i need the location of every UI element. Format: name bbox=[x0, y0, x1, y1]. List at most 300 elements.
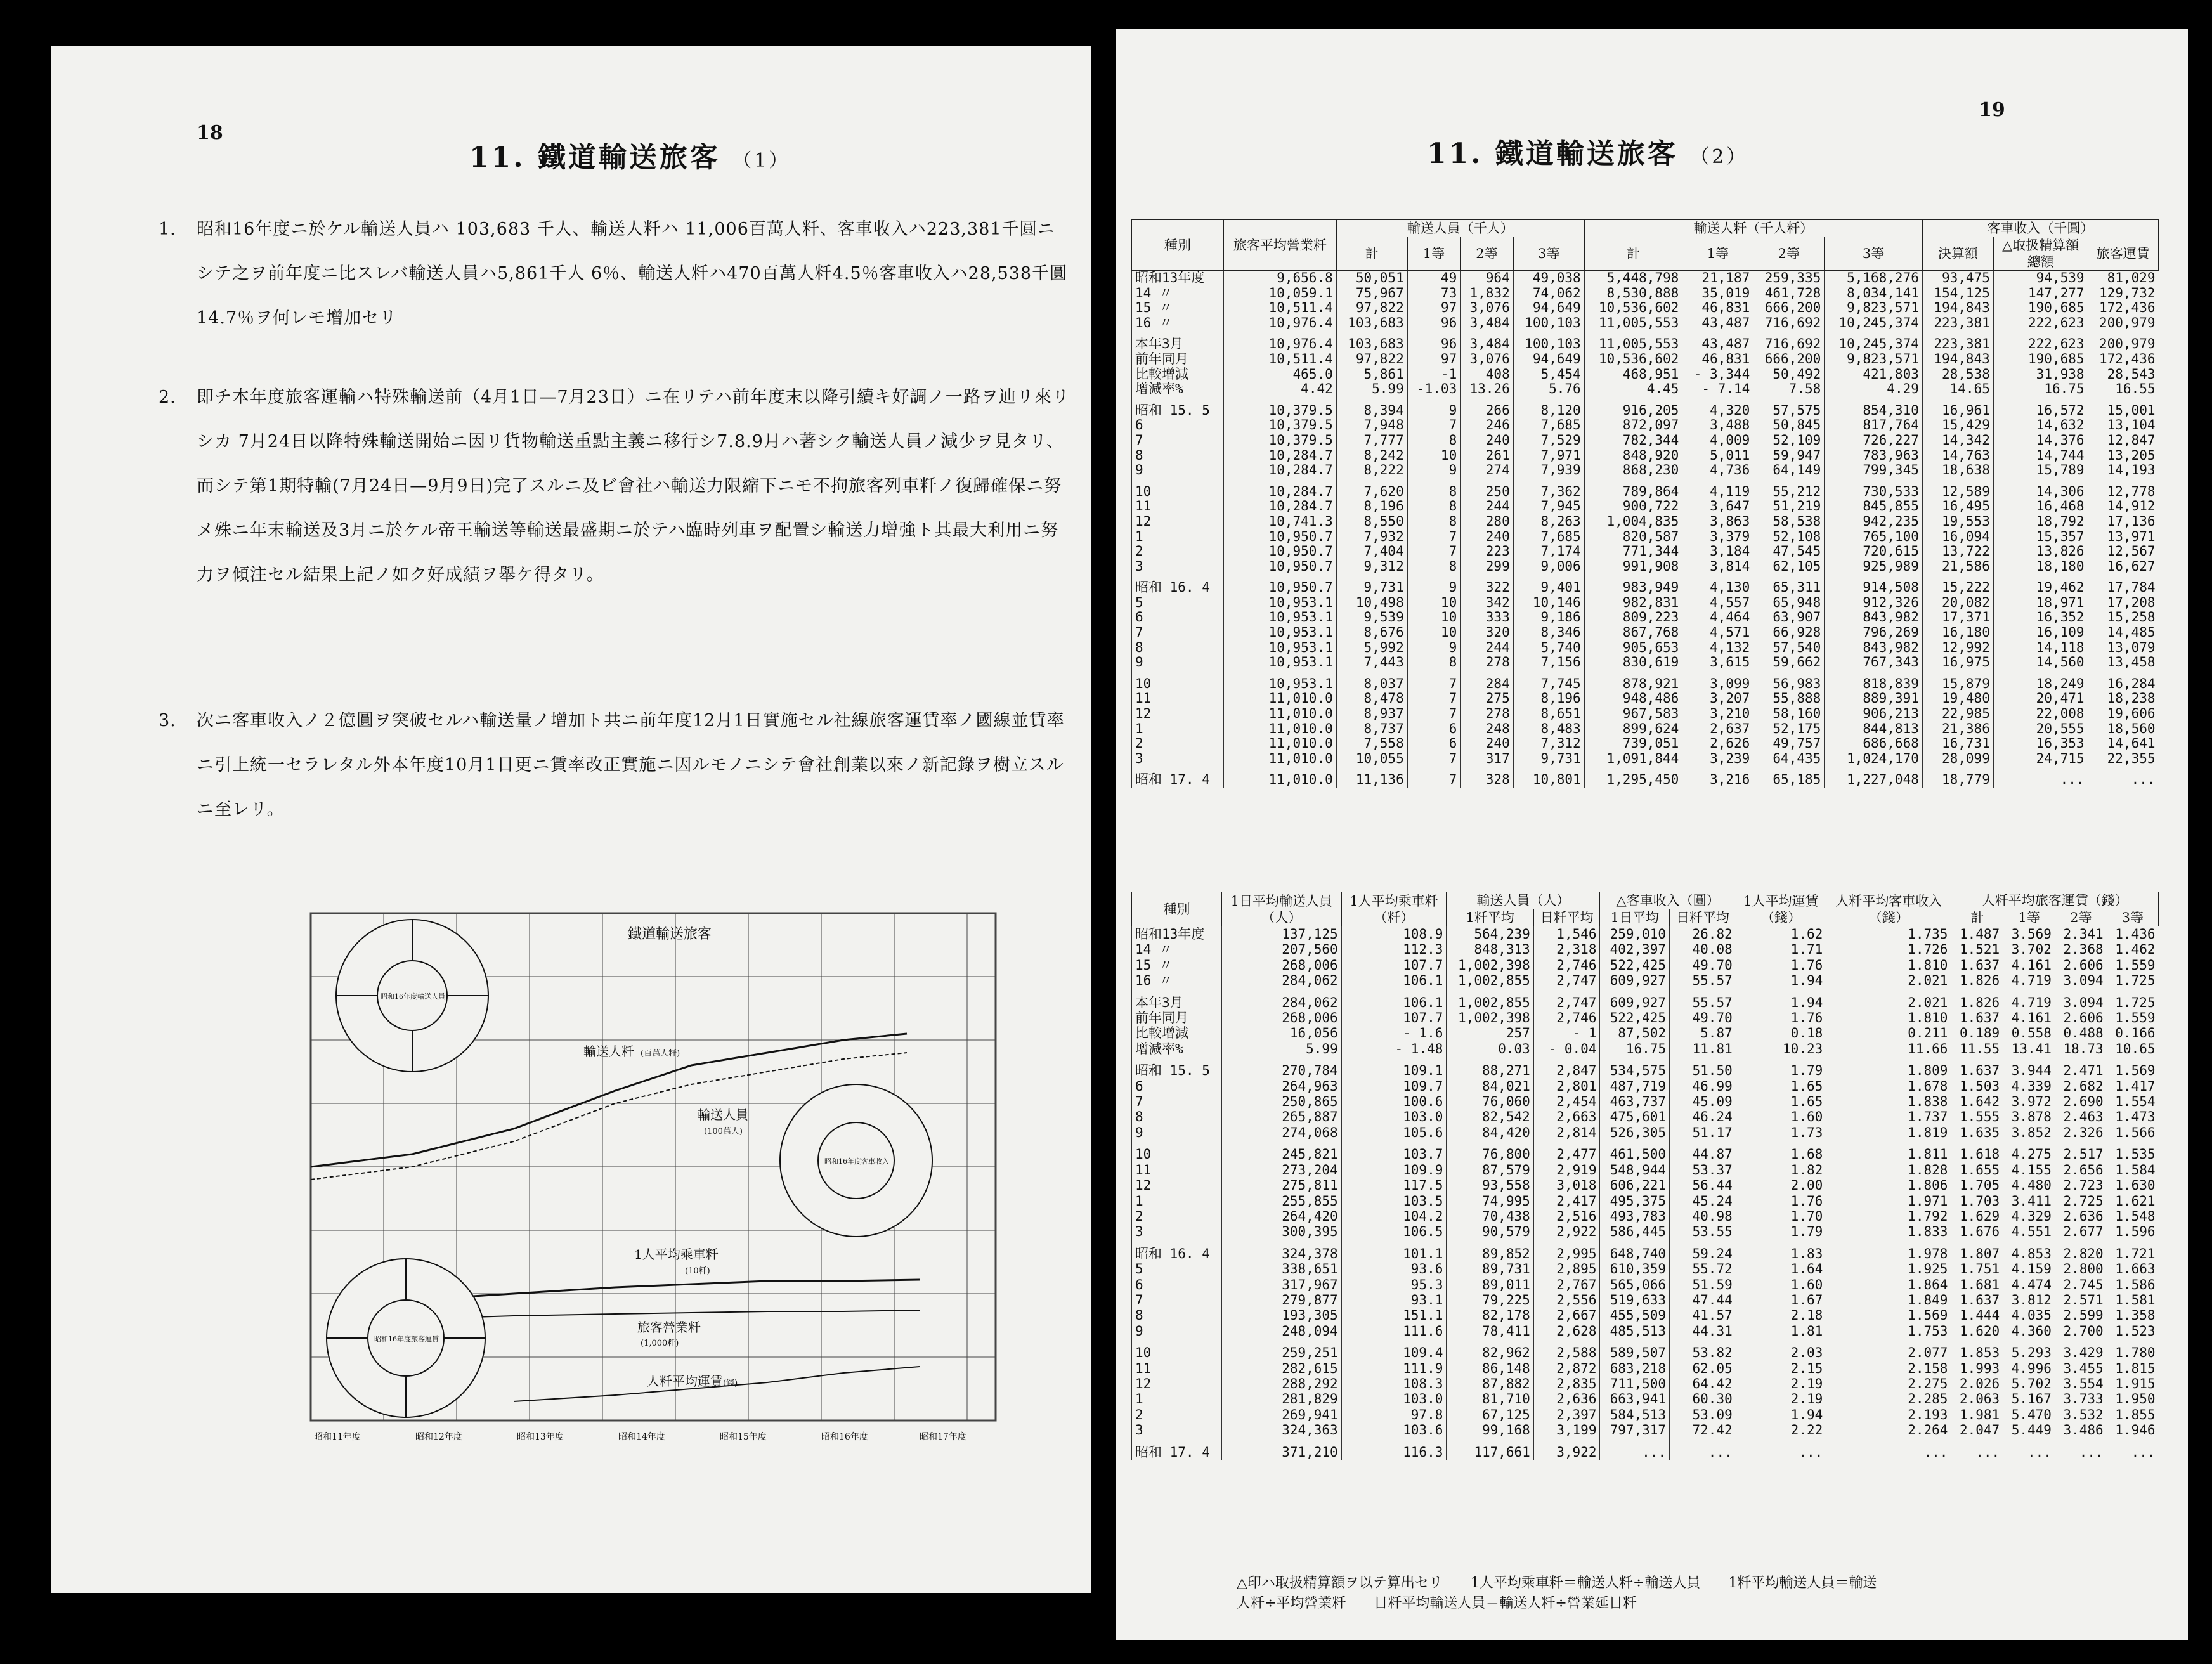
table-cell: 0.211 bbox=[1826, 1025, 1951, 1041]
table-cell: 2,895 bbox=[1533, 1261, 1600, 1277]
table-cell: 280 bbox=[1461, 514, 1514, 530]
table-row bbox=[1132, 691, 2159, 706]
table-cell: 4,009 bbox=[1682, 433, 1753, 448]
table-cell: 2,835 bbox=[1533, 1376, 1600, 1391]
table-cell: 3,216 bbox=[1682, 766, 1753, 788]
table-cell: 147,277 bbox=[1993, 286, 2088, 301]
table-cell: 10,536,602 bbox=[1584, 352, 1682, 367]
table-cell: 0.166 bbox=[2107, 1025, 2158, 1041]
table-row bbox=[1132, 1209, 2159, 1224]
table-cell: 75,967 bbox=[1336, 286, 1407, 301]
table-cell: 4.480 bbox=[2003, 1178, 2055, 1193]
table-cell: 100,103 bbox=[1513, 316, 1584, 331]
th-fare: 旅客運賃 bbox=[2088, 237, 2158, 271]
table-cell: 8,222 bbox=[1336, 463, 1407, 478]
table-cell: 899,624 bbox=[1584, 722, 1682, 737]
table-cell: 1.915 bbox=[2107, 1376, 2158, 1391]
row-label: 10 bbox=[1132, 1339, 1222, 1360]
table-cell: 16,961 bbox=[1922, 397, 1993, 419]
table-cell: 278 bbox=[1461, 655, 1514, 670]
table-cell: 6 bbox=[1407, 722, 1461, 737]
table-cell: 906,213 bbox=[1825, 706, 1923, 722]
table-cell: 109.7 bbox=[1341, 1079, 1447, 1094]
row-label: 12 bbox=[1132, 514, 1224, 530]
table-row bbox=[1132, 382, 2159, 397]
table-cell: 0.558 bbox=[2003, 1025, 2055, 1041]
table-cell: 468,951 bbox=[1584, 367, 1682, 382]
table-cell: 2,667 bbox=[1533, 1308, 1600, 1323]
table-cell: 19,606 bbox=[2088, 706, 2158, 722]
table-cell: 2.021 bbox=[1826, 989, 1951, 1010]
table-cell: 10,379.5 bbox=[1223, 418, 1336, 433]
table-cell: 50,492 bbox=[1753, 367, 1825, 382]
th-daily: 日粁平均 bbox=[1533, 909, 1600, 926]
table-row bbox=[1132, 942, 2159, 957]
table-cell: 1.925 bbox=[1826, 1261, 1951, 1277]
table-cell: 1,002,855 bbox=[1447, 973, 1533, 988]
table-cell: 109.9 bbox=[1341, 1162, 1447, 1178]
table-cell: 2,626 bbox=[1682, 736, 1753, 751]
table-cell: 796,269 bbox=[1825, 625, 1923, 640]
table-cell: 2.606 bbox=[2055, 1010, 2107, 1025]
table-cell: 1.753 bbox=[1826, 1323, 1951, 1339]
table-cell: 2,588 bbox=[1533, 1339, 1600, 1360]
table-cell: 268,006 bbox=[1221, 958, 1341, 973]
table-cell: 281,829 bbox=[1221, 1391, 1341, 1407]
table-cell: 67,125 bbox=[1447, 1407, 1533, 1422]
table-cell: 2.15 bbox=[1736, 1361, 1826, 1376]
table-cell: 103.0 bbox=[1341, 1391, 1447, 1407]
table-cell: 1.630 bbox=[2107, 1178, 2158, 1193]
sublabel-passengers: (100萬人) bbox=[704, 1127, 743, 1136]
row-label: 10 bbox=[1132, 478, 1224, 500]
table-cell: 548,944 bbox=[1600, 1162, 1670, 1178]
table-cell: 244 bbox=[1461, 499, 1514, 514]
table-cell: 10,950.7 bbox=[1223, 544, 1336, 559]
table-cell: 2,397 bbox=[1533, 1407, 1600, 1422]
table-cell: 964 bbox=[1461, 271, 1514, 286]
table-cell: 1.806 bbox=[1826, 1178, 1951, 1193]
th-class3: 3等 bbox=[2107, 909, 2158, 926]
table-row bbox=[1132, 559, 2159, 575]
row-label: 16 〃 bbox=[1132, 316, 1224, 331]
table-cell: 14,342 bbox=[1922, 433, 1993, 448]
table-row bbox=[1132, 1376, 2159, 1391]
table-cell: 10,498 bbox=[1336, 595, 1407, 611]
table-cell: 240 bbox=[1461, 736, 1514, 751]
table-cell: 72.42 bbox=[1670, 1422, 1736, 1438]
table-cell: 93.1 bbox=[1341, 1292, 1447, 1308]
table-cell: 3,076 bbox=[1461, 301, 1514, 316]
table-cell: 1.596 bbox=[2107, 1224, 2158, 1239]
table-cell: 3,379 bbox=[1682, 530, 1753, 545]
table-cell: 97 bbox=[1407, 301, 1461, 316]
table-cell: 7,945 bbox=[1513, 499, 1584, 514]
row-label: 11 bbox=[1132, 1162, 1222, 1178]
table-cell: 2.264 bbox=[1826, 1422, 1951, 1438]
table-cell: 408 bbox=[1461, 367, 1514, 382]
table-row bbox=[1132, 706, 2159, 722]
paragraph-2 bbox=[159, 375, 1072, 597]
table-cell: 90,579 bbox=[1447, 1224, 1533, 1239]
table-row bbox=[1132, 463, 2159, 478]
table-cell: ... bbox=[1826, 1438, 1951, 1460]
table-cell: -1.03 bbox=[1407, 382, 1461, 397]
table-cell: 5.167 bbox=[2003, 1391, 2055, 1407]
table-cell: 8,263 bbox=[1513, 514, 1584, 530]
table-cell: 10,284.7 bbox=[1223, 463, 1336, 478]
table-cell: 57,575 bbox=[1753, 397, 1825, 419]
table-cell: 983,949 bbox=[1584, 574, 1682, 595]
table-row bbox=[1132, 1162, 2159, 1178]
table-cell: 65,948 bbox=[1753, 595, 1825, 611]
table-cell: 606,221 bbox=[1600, 1178, 1670, 1193]
table-cell: 100,103 bbox=[1513, 330, 1584, 352]
table-cell: 4,132 bbox=[1682, 640, 1753, 656]
table-cell: 5.99 bbox=[1336, 382, 1407, 397]
table-cell: 1.566 bbox=[2107, 1125, 2158, 1140]
paragraph-text: 昭和16年度ニ於ケル輸送人員ハ 103,683 千人、輸送人粁ハ 11,006百萬人粁、客車收入ハ223,381千圓ニシテ之ヲ前年度ニ比スレバ輸送人員ハ5,861千人 6％、輸送人粁ハ470百萬人粁4.5％客車收入ハ28,538千圓14.7％ヲ何レモ增加セリ bbox=[197, 219, 1068, 328]
row-label: 14 〃 bbox=[1132, 942, 1222, 957]
table-cell: 60.30 bbox=[1670, 1391, 1736, 1407]
table-cell: 1.810 bbox=[1826, 958, 1951, 973]
table-cell: 914,508 bbox=[1825, 574, 1923, 595]
table-cell: 2.571 bbox=[2055, 1292, 2107, 1308]
table-cell: 4,571 bbox=[1682, 625, 1753, 640]
table-cell: 10,953.1 bbox=[1223, 595, 1336, 611]
table-cell: 1.838 bbox=[1826, 1094, 1951, 1109]
table-cell: 11,010.0 bbox=[1223, 766, 1336, 788]
table-cell: 7,685 bbox=[1513, 530, 1584, 545]
table-cell: 112.3 bbox=[1341, 942, 1447, 957]
table-cell: 111.6 bbox=[1341, 1323, 1447, 1339]
row-label: 10 bbox=[1132, 1140, 1222, 1162]
table-cell: 22,355 bbox=[2088, 751, 2158, 767]
table-cell: 648,740 bbox=[1600, 1240, 1670, 1261]
table-cell: 17,784 bbox=[2088, 574, 2158, 595]
table-cell: 8 bbox=[1407, 478, 1461, 500]
table-cell: 270,784 bbox=[1221, 1056, 1341, 1078]
table-cell: 609,927 bbox=[1600, 973, 1670, 988]
table-cell: 421,803 bbox=[1825, 367, 1923, 382]
table-cell: 818,839 bbox=[1825, 670, 1923, 692]
table-cell: 190,685 bbox=[1993, 352, 2088, 367]
title-text: 11. 鐵道輸送旅客 bbox=[469, 141, 720, 174]
table-cell: 868,230 bbox=[1584, 463, 1682, 478]
table-cell: 28,099 bbox=[1922, 751, 1993, 767]
table-cell: 11,010.0 bbox=[1223, 691, 1336, 706]
row-label: 10 bbox=[1132, 670, 1224, 692]
table-cell: 108.9 bbox=[1341, 926, 1447, 942]
table-cell: 1.981 bbox=[1951, 1407, 2003, 1422]
table-cell: 7,620 bbox=[1336, 478, 1407, 500]
row-label: 前年同月 bbox=[1132, 352, 1224, 367]
table-cell: 2.677 bbox=[2055, 1224, 2107, 1239]
page-title-right bbox=[1427, 131, 1748, 171]
table-cell: 2.026 bbox=[1951, 1376, 2003, 1391]
table-1 bbox=[1131, 219, 2159, 788]
table-cell: 4.155 bbox=[2003, 1162, 2055, 1178]
table-cell: 222,623 bbox=[1993, 316, 2088, 331]
table-cell: 9 bbox=[1407, 397, 1461, 419]
table-cell: 82,178 bbox=[1447, 1308, 1533, 1323]
table-cell: 62.05 bbox=[1670, 1361, 1736, 1376]
th-rev-daily: 1日平均 bbox=[1600, 909, 1670, 926]
table-cell: 53.55 bbox=[1670, 1224, 1736, 1239]
table-cell: 2.063 bbox=[1951, 1391, 2003, 1407]
table-cell: 14,485 bbox=[2088, 625, 2158, 640]
table-cell: 342 bbox=[1461, 595, 1514, 611]
table-cell: 14,744 bbox=[1993, 448, 2088, 464]
table-cell: 4.159 bbox=[2003, 1261, 2055, 1277]
table-cell: 338,651 bbox=[1221, 1261, 1341, 1277]
row-label: 5 bbox=[1132, 1261, 1222, 1277]
th-avg-km: 1人平均乘車粁 （粁） bbox=[1341, 892, 1447, 926]
table-cell: 43,487 bbox=[1682, 330, 1753, 352]
table-cell: 1.559 bbox=[2107, 1010, 2158, 1025]
table-cell: 783,963 bbox=[1825, 448, 1923, 464]
table-cell: 324,378 bbox=[1221, 1240, 1341, 1261]
table-cell: 18,792 bbox=[1993, 514, 2088, 530]
x-label: 昭和17年度 bbox=[920, 1432, 966, 1442]
table-row bbox=[1132, 478, 2159, 500]
table-cell: 495,375 bbox=[1600, 1193, 1670, 1209]
table-cell: 716,692 bbox=[1753, 316, 1825, 331]
table-cell: 10,511.4 bbox=[1223, 352, 1336, 367]
table-cell: 2.599 bbox=[2055, 1308, 2107, 1323]
page-number-right: 19 bbox=[1979, 99, 2005, 121]
pie-center-label-2: 昭和16年度客車收入 bbox=[824, 1157, 889, 1166]
table-cell: 1.555 bbox=[1951, 1109, 2003, 1124]
row-label: 9 bbox=[1132, 463, 1224, 478]
table-cell: 4.42 bbox=[1223, 382, 1336, 397]
table-cell: 324,363 bbox=[1221, 1422, 1341, 1438]
table-cell: 21,586 bbox=[1922, 559, 1993, 575]
row-label: 2 bbox=[1132, 1209, 1222, 1224]
table-row bbox=[1132, 1407, 2159, 1422]
table-cell: 51.17 bbox=[1670, 1125, 1736, 1140]
table-cell: 519,633 bbox=[1600, 1292, 1670, 1308]
table-cell: 14,376 bbox=[1993, 433, 2088, 448]
table-cell: 8,550 bbox=[1336, 514, 1407, 530]
table-cell: 1.79 bbox=[1736, 1056, 1826, 1078]
table-cell: 4.719 bbox=[2003, 973, 2055, 988]
table-cell: 18,638 bbox=[1922, 463, 1993, 478]
table-cell: 2.725 bbox=[2055, 1193, 2107, 1209]
table-cell: 109.4 bbox=[1341, 1339, 1447, 1360]
table-cell: 8,196 bbox=[1336, 499, 1407, 514]
table-cell: 522,425 bbox=[1600, 958, 1670, 973]
table-cell: 4.035 bbox=[2003, 1308, 2055, 1323]
table-cell: 16,284 bbox=[2088, 670, 2158, 692]
row-label: 3 bbox=[1132, 751, 1224, 767]
table-cell: 240 bbox=[1461, 530, 1514, 545]
table-cell: 62,105 bbox=[1753, 559, 1825, 575]
table-cell: 739,051 bbox=[1584, 736, 1682, 751]
table-cell: 10,245,374 bbox=[1825, 316, 1923, 331]
table-row bbox=[1132, 1109, 2159, 1124]
table-cell: 55.57 bbox=[1670, 973, 1736, 988]
table-2 bbox=[1131, 892, 2159, 1460]
table-cell: 666,200 bbox=[1753, 301, 1825, 316]
table-cell: 2.193 bbox=[1826, 1407, 1951, 1422]
table-cell: 2.22 bbox=[1736, 1422, 1826, 1438]
row-label: 比較增減 bbox=[1132, 367, 1224, 382]
table-cell: 4.275 bbox=[2003, 1140, 2055, 1162]
table-cell: 1.62 bbox=[1736, 926, 1826, 942]
table-cell: 10,801 bbox=[1513, 766, 1584, 788]
table-cell: 13,079 bbox=[2088, 640, 2158, 656]
paragraph-3 bbox=[159, 699, 1072, 832]
table-cell: 18,180 bbox=[1993, 559, 2088, 575]
left-page bbox=[51, 46, 1091, 1593]
table-cell: 9,006 bbox=[1513, 559, 1584, 575]
table-cell: 991,908 bbox=[1584, 559, 1682, 575]
table-cell: 7,156 bbox=[1513, 655, 1584, 670]
table-cell: 40.08 bbox=[1670, 942, 1736, 957]
table-cell: 889,391 bbox=[1825, 691, 1923, 706]
table-cell: 1.65 bbox=[1736, 1094, 1826, 1109]
table-cell: 3,099 bbox=[1682, 670, 1753, 692]
table-row bbox=[1132, 530, 2159, 545]
table-cell: 284,062 bbox=[1221, 989, 1341, 1010]
row-label: 1 bbox=[1132, 722, 1224, 737]
table-cell: 461,728 bbox=[1753, 286, 1825, 301]
table-cell: 1.620 bbox=[1951, 1323, 2003, 1339]
table-row bbox=[1132, 610, 2159, 625]
table-cell: 194,843 bbox=[1922, 352, 1993, 367]
sublabel-pkm: (百萬人粁) bbox=[641, 1049, 680, 1058]
table-cell: ... bbox=[1736, 1438, 1826, 1460]
table-cell: 15,789 bbox=[1993, 463, 2088, 478]
table-cell: 10,953.1 bbox=[1223, 610, 1336, 625]
table-cell: 1,832 bbox=[1461, 286, 1514, 301]
table-cell: 782,344 bbox=[1584, 433, 1682, 448]
table-cell: 3.411 bbox=[2003, 1193, 2055, 1209]
table-cell: 66,928 bbox=[1753, 625, 1825, 640]
table-cell: 3.812 bbox=[2003, 1292, 2055, 1308]
table-cell: 16,109 bbox=[1993, 625, 2088, 640]
table-cell: 10,976.4 bbox=[1223, 330, 1336, 352]
table-cell: 12,778 bbox=[2088, 478, 2158, 500]
table-row bbox=[1132, 1261, 2159, 1277]
table-cell: 223,381 bbox=[1922, 316, 1993, 331]
table-cell: 8 bbox=[1407, 514, 1461, 530]
table-cell: 5.87 bbox=[1670, 1025, 1736, 1041]
table-cell: 1.792 bbox=[1826, 1209, 1951, 1224]
table-cell: 74,995 bbox=[1447, 1193, 1533, 1209]
table-cell: 371,210 bbox=[1221, 1438, 1341, 1460]
table-cell: 73 bbox=[1407, 286, 1461, 301]
label-pkm: 輸送人粁 bbox=[583, 1044, 634, 1059]
table-cell: 333 bbox=[1461, 610, 1514, 625]
title-text: 11. 鐵道輸送旅客 bbox=[1427, 138, 1678, 170]
table-cell: 465.0 bbox=[1223, 367, 1336, 382]
table-cell: 10,284.7 bbox=[1223, 499, 1336, 514]
table-cell: 11,010.0 bbox=[1223, 722, 1336, 737]
row-label: 2 bbox=[1132, 736, 1224, 751]
table-cell: 97,822 bbox=[1336, 301, 1407, 316]
table-cell: 2,636 bbox=[1533, 1391, 1600, 1407]
table-cell: 50,845 bbox=[1753, 418, 1825, 433]
table-cell: 3.972 bbox=[2003, 1094, 2055, 1109]
th-revenue: 客車收入（千圓） bbox=[1922, 220, 2158, 237]
table-cell: 107.7 bbox=[1341, 958, 1447, 973]
row-label: 昭和13年度 bbox=[1132, 271, 1224, 286]
table-cell: 809,223 bbox=[1584, 610, 1682, 625]
table-cell: 1,295,450 bbox=[1584, 766, 1682, 788]
table-cell: 22,008 bbox=[1993, 706, 2088, 722]
table-row bbox=[1132, 736, 2159, 751]
table-cell: 20,555 bbox=[1993, 722, 2088, 737]
row-label: 1 bbox=[1132, 1193, 1222, 1209]
table-cell: 51.50 bbox=[1670, 1056, 1736, 1078]
table-cell: 11,010.0 bbox=[1223, 706, 1336, 722]
table-cell: 912,326 bbox=[1825, 595, 1923, 611]
table-cell: 97.8 bbox=[1341, 1407, 1447, 1422]
table-cell: 3,484 bbox=[1461, 316, 1514, 331]
sublabel-fare: (錢) bbox=[723, 1379, 738, 1388]
row-label: 昭和 17. 4 bbox=[1132, 1438, 1222, 1460]
table-cell: 797,317 bbox=[1600, 1422, 1670, 1438]
table-cell: 1.853 bbox=[1951, 1339, 2003, 1360]
table-cell: 3,647 bbox=[1682, 499, 1753, 514]
table-cell: 942,235 bbox=[1825, 514, 1923, 530]
table-row bbox=[1132, 1422, 2159, 1438]
table-cell: 2.03 bbox=[1736, 1339, 1826, 1360]
table-cell: 7,404 bbox=[1336, 544, 1407, 559]
table-row bbox=[1132, 1025, 2159, 1041]
table-cell: 7,558 bbox=[1336, 736, 1407, 751]
table-cell: 51,219 bbox=[1753, 499, 1825, 514]
table-cell: 8,478 bbox=[1336, 691, 1407, 706]
table-cell: 4.161 bbox=[2003, 958, 2055, 973]
table-cell: 16,975 bbox=[1922, 655, 1993, 670]
table-cell: 3,076 bbox=[1461, 352, 1514, 367]
table-cell: 2.341 bbox=[2055, 926, 2107, 942]
table-cell: 534,575 bbox=[1600, 1056, 1670, 1078]
row-label: 12 bbox=[1132, 1376, 1222, 1391]
table-cell: 2,747 bbox=[1533, 989, 1600, 1010]
table-cell: 53.82 bbox=[1670, 1339, 1736, 1360]
table-cell: 3.532 bbox=[2055, 1407, 2107, 1422]
table-cell: 1.76 bbox=[1736, 1193, 1826, 1209]
table-cell: 1.70 bbox=[1736, 1209, 1826, 1224]
table-cell: 3.429 bbox=[2055, 1339, 2107, 1360]
table-cell: 274 bbox=[1461, 463, 1514, 478]
table-row bbox=[1132, 595, 2159, 611]
table-cell: 1,002,398 bbox=[1447, 958, 1533, 973]
table-row bbox=[1132, 1056, 2159, 1078]
paragraph-number: 2. bbox=[159, 387, 176, 407]
th-class2: 2等 bbox=[1461, 237, 1514, 271]
table-cell: 10,953.1 bbox=[1223, 670, 1336, 692]
row-label: 6 bbox=[1132, 610, 1224, 625]
table-cell: 207,560 bbox=[1221, 942, 1341, 957]
table-cell: 905,653 bbox=[1584, 640, 1682, 656]
row-label: 3 bbox=[1132, 1422, 1222, 1438]
table-cell: 1.81 bbox=[1736, 1323, 1826, 1339]
table-cell: 1.751 bbox=[1951, 1261, 2003, 1277]
table-cell: ... bbox=[1670, 1438, 1736, 1460]
table-cell: 475,601 bbox=[1600, 1109, 1670, 1124]
table-cell: 8 bbox=[1407, 655, 1461, 670]
th-class3: 3等 bbox=[1513, 237, 1584, 271]
table-row bbox=[1132, 1308, 2159, 1323]
table-cell: 1.826 bbox=[1951, 973, 2003, 988]
table-cell: 6 bbox=[1407, 736, 1461, 751]
table-cell: 730,533 bbox=[1825, 478, 1923, 500]
